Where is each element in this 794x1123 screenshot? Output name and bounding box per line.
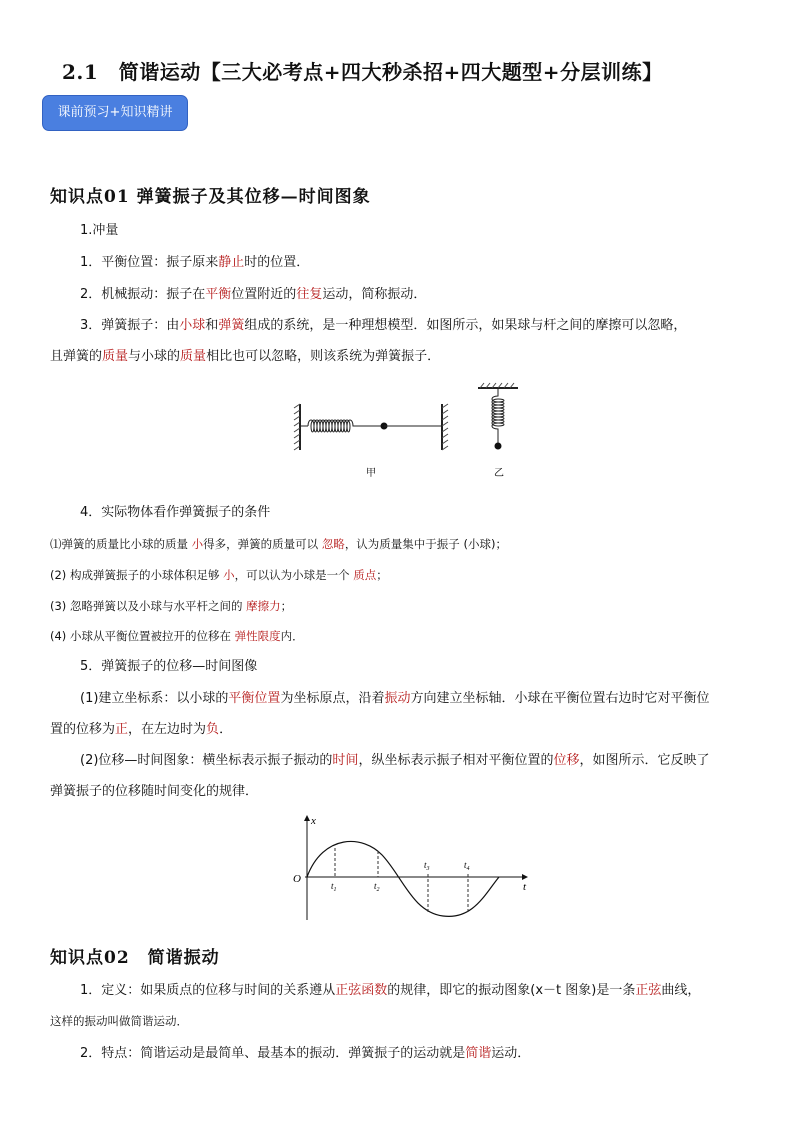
condition-4: (4) 小球从平衡位置被拉开的位移在 弹性限度内． (50, 629, 304, 643)
para-xt-2: 弹簧振子的位移随时间变化的规律． (50, 784, 259, 799)
para-definition-2: 这样的振动叫做简谐运动． (50, 1014, 188, 1028)
page-title: 2.1 简谐运动【三大必考点+四大秒杀招+四大题型+分层训练】 (62, 60, 663, 84)
xt-graph (285, 812, 535, 924)
tick-t4: $t_4$ (464, 860, 470, 872)
para-definition-1: 1．定义：如果质点的位移与时间的关系遵从正弦函数的规律，即它的振动图象(x－t 图象)是一条正弦曲线， (80, 983, 701, 998)
right-wall (442, 404, 448, 450)
vertical-spring (492, 388, 504, 444)
para-coordinate-1: (1)建立坐标系：以小球的平衡位置为坐标原点，沿着振动方向建立坐标轴．小球在平衡位置右边时它对平衡位 (80, 691, 710, 706)
para-conditions: 4．实际物体看作弹簧振子的条件 (80, 505, 271, 520)
section1-heading: 知识点01 弹簧振子及其位移—时间图象 (50, 187, 371, 207)
para-xt-graph: 5．弹簧振子的位移—时间图像 (80, 659, 258, 674)
horizontal-spring (300, 420, 384, 432)
para-spring-oscillator-1: 3．弹簧振子：由小球和弹簧组成的系统，是一种理想模型．如图所示，如果球与杆之间的摩擦可以忽略， (80, 318, 687, 333)
para-xt-1: (2)位移—时间图象：横坐标表示振子振动的时间，纵坐标表示振子相对平衡位置的位移，如图所示．它反映了 (80, 753, 710, 768)
tick-t2: $t_2$ (374, 881, 380, 893)
sine-curve (307, 841, 499, 916)
figure-label-b: 乙 (494, 468, 504, 479)
origin-label: O (293, 873, 301, 885)
tick-t3: $t_3$ (424, 860, 430, 872)
t-axis-label: t (523, 881, 527, 893)
ball-b (495, 443, 502, 450)
para-feature: 2．特点：简谐运动是最简单、最基本的振动．弹簧振子的运动就是简谐运动． (80, 1046, 531, 1061)
spring-oscillator-figure (290, 380, 530, 480)
preview-badge-button[interactable]: 课前预习+知识精讲 (42, 95, 188, 131)
x-axis-label: x (311, 815, 316, 827)
left-wall (294, 404, 300, 450)
para-equilibrium: 1．平衡位置：振子原来静止时的位置． (80, 255, 310, 270)
sub-heading: 1.冲量 (80, 223, 119, 238)
tick-t1: $t_1$ (331, 881, 337, 893)
condition-1: ⑴弹簧的质量比小球的质量 小得多，弹簧的质量可以 忽略，认为质量集中于振子 (小球)； (50, 537, 507, 551)
section2-heading: 知识点02 简谐振动 (50, 948, 220, 968)
para-spring-oscillator-2: 且弹簧的质量与小球的质量相比也可以忽略，则该系统为弹簧振子． (50, 349, 441, 364)
figure-label-a: 甲 (366, 468, 376, 479)
condition-3: (3) 忽略弹簧以及小球与水平杆之间的 摩擦力； (50, 599, 293, 613)
para-mechanical-vibration: 2．机械振动：振子在平衡位置附近的往复运动，简称振动． (80, 287, 427, 302)
para-coordinate-2: 置的位移为正，在左边时为负． (50, 722, 233, 737)
condition-2: (2) 构成弹簧振子的小球体积足够 小，可以认为小球是一个 质点； (50, 568, 388, 582)
ceiling (478, 383, 518, 388)
